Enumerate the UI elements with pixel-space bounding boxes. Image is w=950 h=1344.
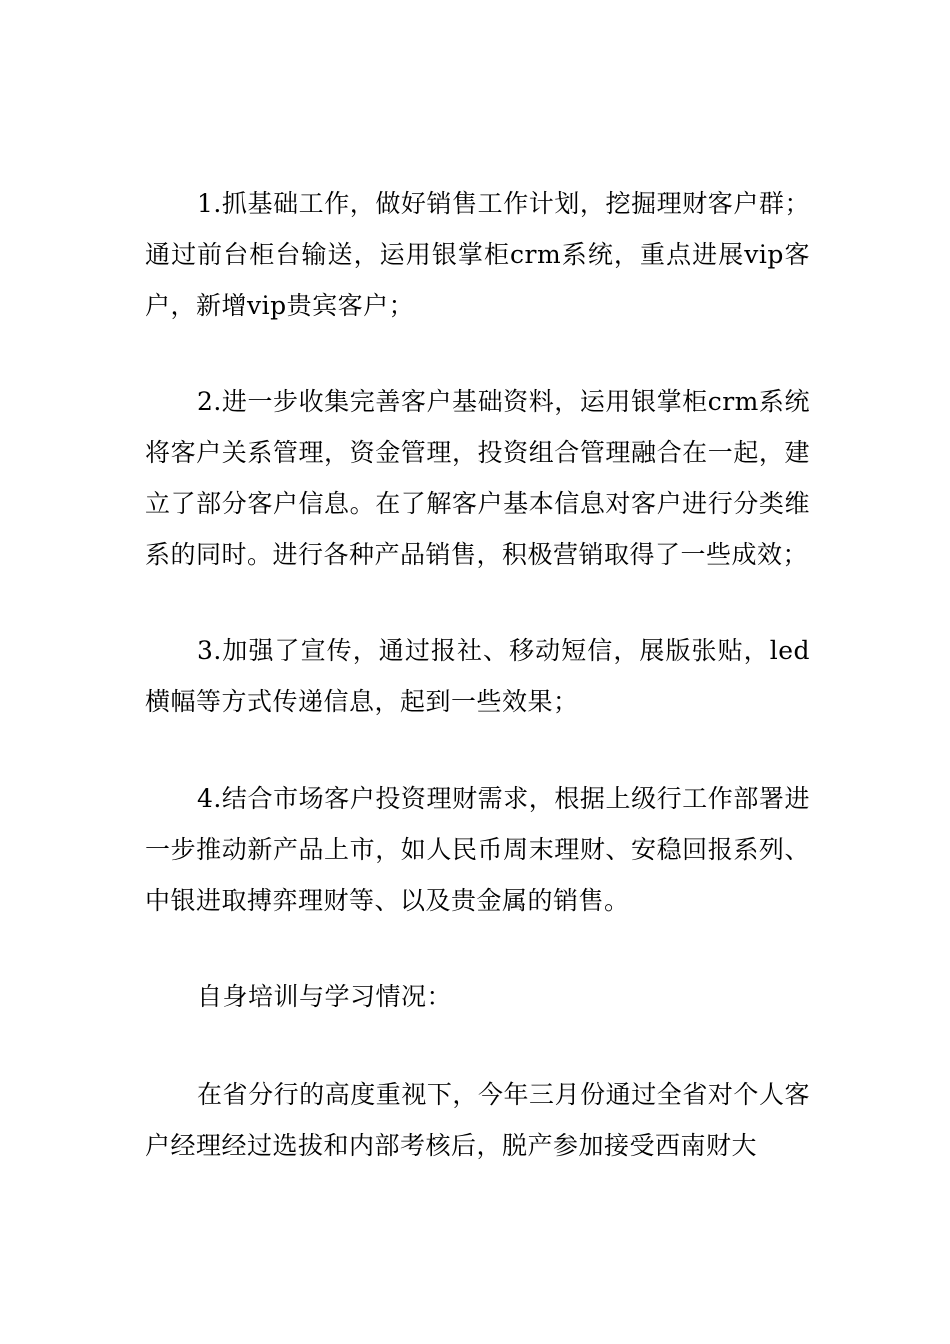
paragraph-6: 在省分行的高度重视下，今年三月份通过全省对个人客户经理经过选拔和内部考核后，脱产参加接受西南财大 [145, 1080, 810, 1160]
paragraph-2: 2.进一步收集完善客户基础资料，运用银掌柜crm系统将客户关系管理，资金管理，投资组合管理融合在一起，建立了部分客户信息。在了解客户基本信息对客户进行分类维系的同时。进行各种产品销售，积极营销取得了一些成效； [145, 387, 810, 569]
document-body [145, 178, 810, 1171]
paragraph-3: 3.加强了宣传，通过报社、移动短信，展版张贴，led横幅等方式传递信息，起到一些效果； [145, 636, 810, 716]
section-heading: 自身培训与学习情况： [197, 982, 453, 1011]
paragraph-1: 1.抓基础工作，做好销售工作计划，挖掘理财客户群；通过前台柜台输送，运用银掌柜crm系统，重点进展vip客户，新增vip贵宾客户； [145, 189, 810, 320]
paragraph-4: 4.结合市场客户投资理财需求，根据上级行工作部署进一步推动新产品上市，如人民币周末理财、安稳回报系列、中银进取搏弈理财等、以及贵金属的销售。 [145, 784, 810, 915]
